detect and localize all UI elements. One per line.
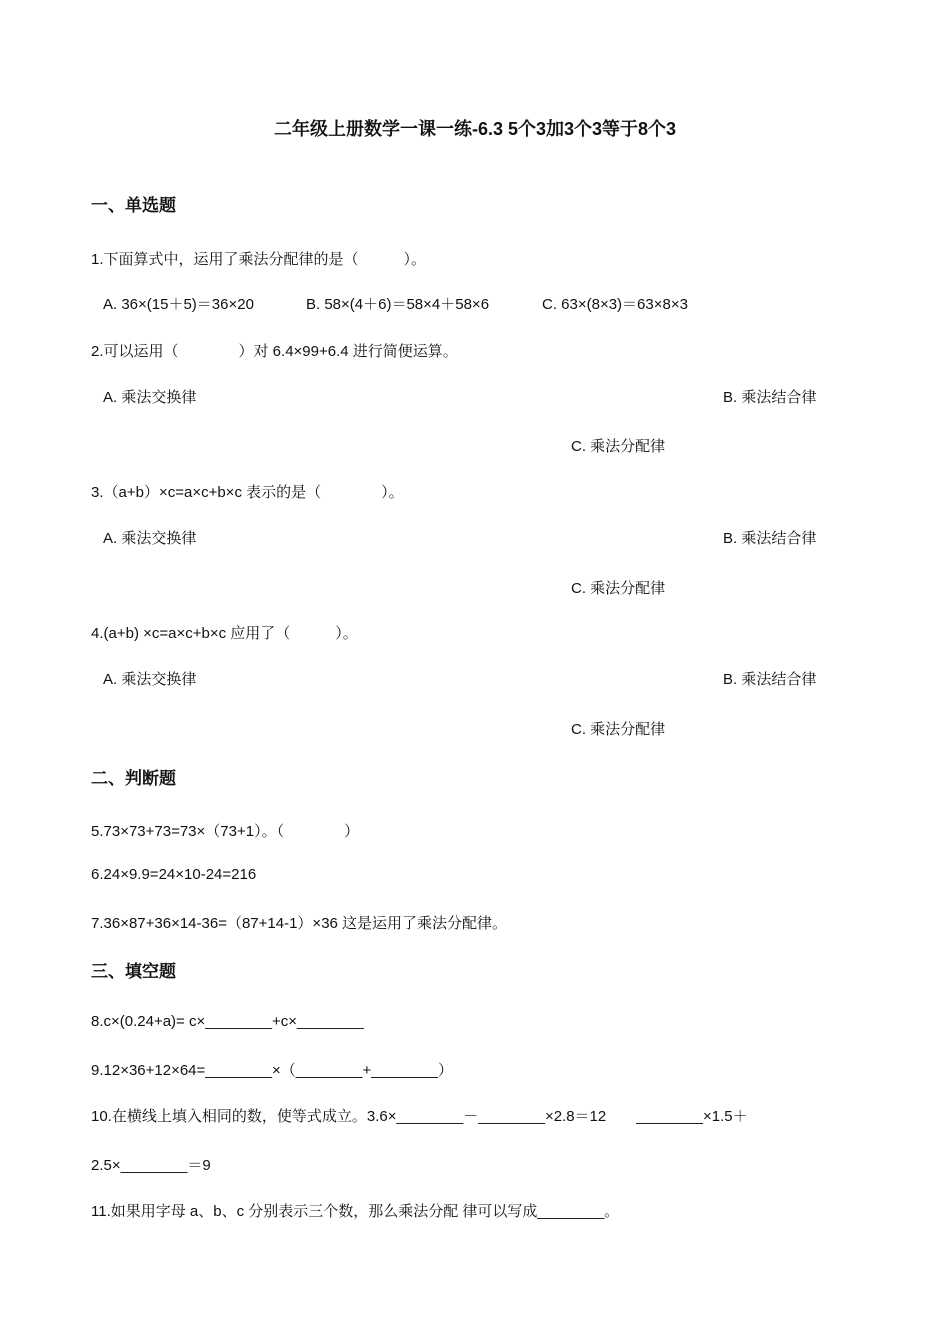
question-1-option-a: A. 36×(15＋5)＝36×20 [103,296,254,313]
question-1-option-b: B. 58×(4＋6)＝58×4＋58×6 [306,296,490,313]
page-title: 二年级上册数学一课一练-6.3 5个3加3个3等于8个3 [273,119,677,139]
question-4-option-a: A. 乘法交换律 [103,671,197,688]
section-heading-fill-blank: 三、填空题 [91,962,176,981]
question-1: 1.下面算式中，运用了乘法分配律的是（ ）。 [91,251,427,268]
question-10-line-2: 2.5×________＝9 [91,1157,211,1174]
question-3-option-b: B. 乘法结合律 [723,530,817,547]
question-6: 6.24×9.9=24×10-24=216 [91,866,257,883]
question-5: 5.73×73+73=73×（73+1）。（ ） [91,823,360,840]
section-heading-single-choice: 一、单选题 [91,196,176,215]
section-heading-true-false: 二、判断题 [91,769,176,788]
question-4: 4.(a+b) ×c=a×c+b×c 应用了（ ）。 [91,625,358,642]
question-3: 3.（a+b）×c=a×c+b×c 表示的是（ ）。 [91,484,404,501]
question-11: 11.如果用字母 a、b、c 分别表示三个数，那么乘法分配 律可以写成________。 [91,1203,620,1220]
question-2-option-c: C. 乘法分配律 [571,438,666,455]
question-1-option-c: C. 63×(8×3)＝63×8×3 [542,296,688,313]
question-3-option-a: A. 乘法交换律 [103,530,197,547]
question-10-line-1: 10.在横线上填入相同的数，使等式成立。3.6×________－________×2.8＝12 ________×1.5＋ [91,1108,748,1125]
question-4-option-c: C. 乘法分配律 [571,721,666,738]
question-3-option-c: C. 乘法分配律 [571,580,666,597]
question-9: 9.12×36+12×64=________×（________+________） [91,1062,454,1079]
question-7: 7.36×87+36×14-36=（87+14-1）×36 这是运用了乘法分配律。 [91,915,508,932]
question-2-option-a: A. 乘法交换律 [103,389,197,406]
question-2: 2.可以运用（ ）对 6.4×99+6.4 进行简便运算。 [91,343,458,360]
question-4-option-b: B. 乘法结合律 [723,671,817,688]
question-8: 8.c×(0.24+a)= c×________+c×________ [91,1013,364,1030]
question-2-option-b: B. 乘法结合律 [723,389,817,406]
